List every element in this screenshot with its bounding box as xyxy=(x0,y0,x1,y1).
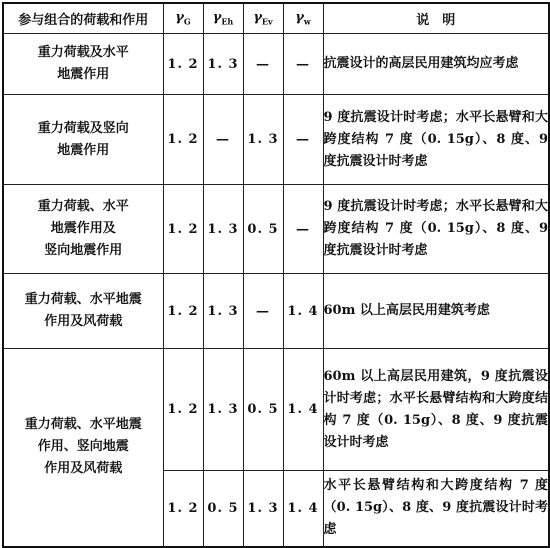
gamma-g-cell: 1. 2 xyxy=(163,349,203,471)
header-row xyxy=(3,3,549,34)
gamma-ev-cell: 0. 5 xyxy=(243,185,283,274)
table-row xyxy=(3,274,549,349)
combination-cell: 重力荷载及竖向 地震作用 xyxy=(3,95,163,185)
gamma-eh-cell: 1. 3 xyxy=(203,274,243,349)
header-gamma-eh: $\gamma_{Eh}$ xyxy=(203,3,243,34)
note-cell: 9 度抗震设计时考虑；水平长悬臂和大跨度结构 7 度（0. 15g）、8 度、9 度抗震设计时考虑 xyxy=(323,95,549,185)
header-gamma-w: $\gamma_w$ xyxy=(283,3,323,34)
gamma-w-cell: — xyxy=(283,185,323,274)
gamma-g-cell: 1. 2 xyxy=(163,185,203,274)
combination-cell: 重力荷载及水平 地震作用 xyxy=(3,34,163,95)
header-note: 说 明 xyxy=(323,3,549,34)
note-cell: 水平长悬臂结构和大跨度结构 7 度（0. 15g）、8 度、9 度抗震设计时考虑 xyxy=(323,471,549,547)
load-combination-table xyxy=(2,2,550,548)
gamma-ev-cell: — xyxy=(243,274,283,349)
table-row xyxy=(3,349,549,471)
gamma-g-cell: 1. 2 xyxy=(163,274,203,349)
gamma-g-cell: 1. 2 xyxy=(163,471,203,547)
combination-cell: 重力荷载、水平 地震作用及 竖向地震作用 xyxy=(3,185,163,274)
gamma-w-cell: 1. 4 xyxy=(283,349,323,471)
gamma-eh-cell: 0. 5 xyxy=(203,471,243,547)
gamma-eh-cell: 1. 3 xyxy=(203,349,243,471)
combination-cell: 重力荷载、水平地震 作用及风荷载 xyxy=(3,274,163,349)
note-cell: 60m 以上高层民用建筑考虑 xyxy=(323,274,549,349)
header-combination: 参与组合的荷载和作用 xyxy=(3,3,163,34)
header-gamma-g: $\gamma_G$ xyxy=(163,3,203,34)
gamma-w-cell: 1. 4 xyxy=(283,274,323,349)
combination-cell: 重力荷载、水平地震 作用、竖向地震 作用及风荷载 xyxy=(3,349,163,547)
gamma-g-cell: 1. 2 xyxy=(163,95,203,185)
gamma-g-cell: 1. 2 xyxy=(163,34,203,95)
table-row xyxy=(3,34,549,95)
note-cell: 抗震设计的高层民用建筑均应考虑 xyxy=(323,34,549,95)
gamma-ev-cell: 1. 3 xyxy=(243,471,283,547)
table-row xyxy=(3,185,549,274)
table-row xyxy=(3,95,549,185)
header-gamma-ev: $\gamma_{Ev}$ xyxy=(243,3,283,34)
note-cell: 9 度抗震设计时考虑；水平长悬臂和大跨度结构 7 度（0. 15g）、8 度、9 度抗震设计时考虑 xyxy=(323,185,549,274)
note-cell: 60m 以上高层民用建筑，9 度抗震设计时考虑；水平长悬臂结构和大跨度结构 7 度（0. 15g）、8 度、9 度抗震设计时考虑 xyxy=(323,349,549,471)
gamma-eh-cell: — xyxy=(203,95,243,185)
gamma-w-cell: 1. 4 xyxy=(283,471,323,547)
gamma-w-cell: — xyxy=(283,95,323,185)
gamma-ev-cell: — xyxy=(243,34,283,95)
gamma-eh-cell: 1. 3 xyxy=(203,34,243,95)
gamma-ev-cell: 0. 5 xyxy=(243,349,283,471)
gamma-ev-cell: 1. 3 xyxy=(243,95,283,185)
gamma-eh-cell: 1. 3 xyxy=(203,185,243,274)
gamma-w-cell: — xyxy=(283,34,323,95)
